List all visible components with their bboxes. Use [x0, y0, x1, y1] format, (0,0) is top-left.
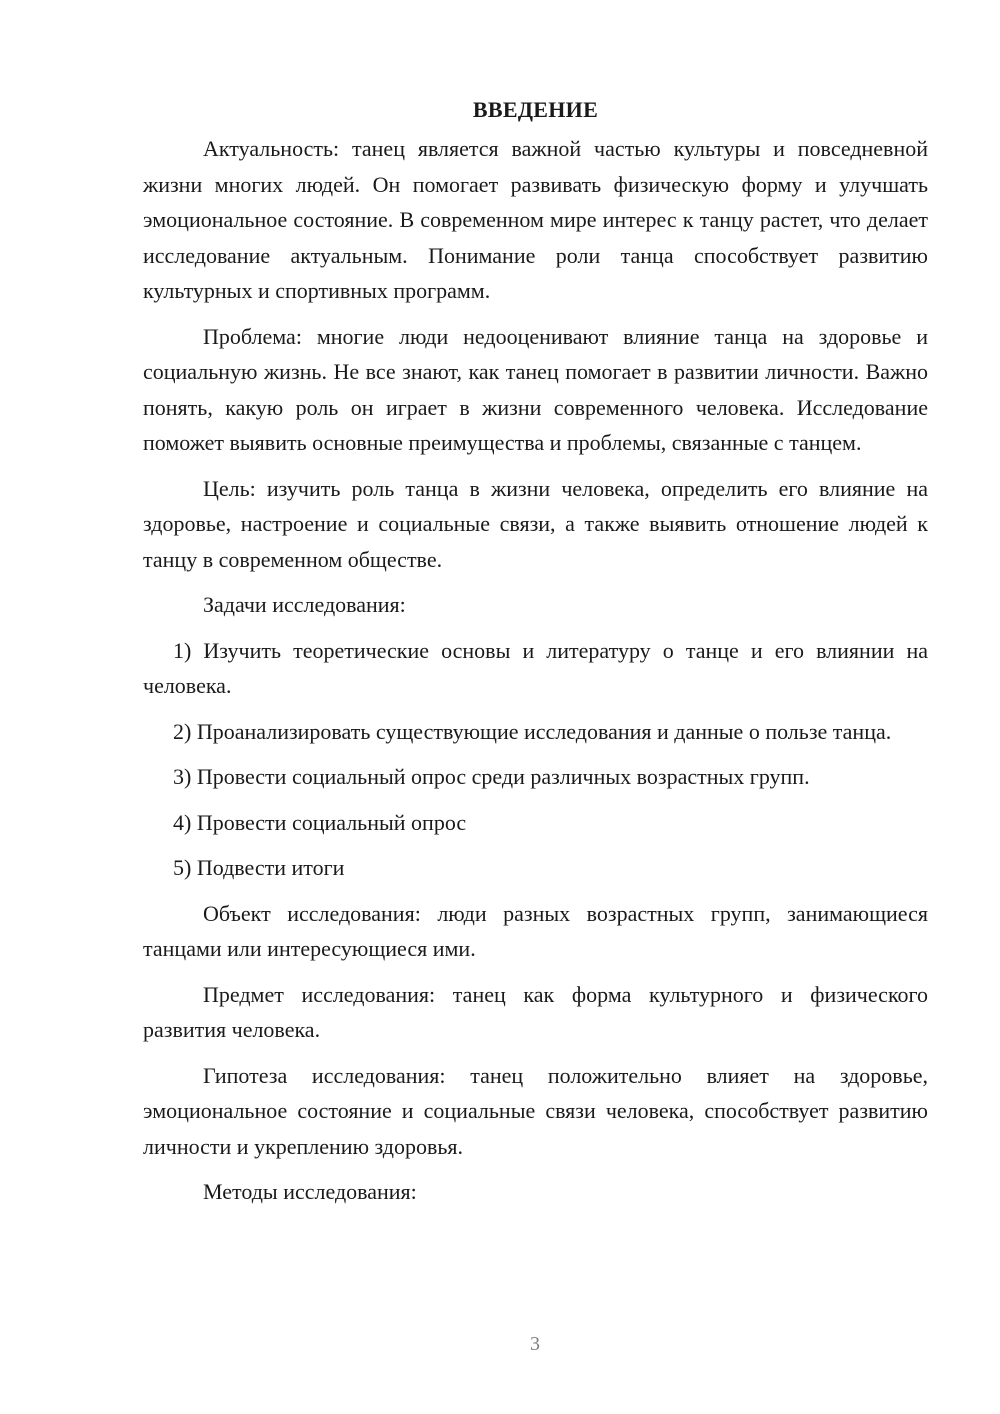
paragraph-relevance: Актуальность: танец является важной частью культуры и повседневной жизни многих людей. Он помогает развивать физическую форму и улучшать эмоциональное состояние. В современном мире интерес к танцу растет, что делает исследование актуальным. Понимание роли танца способствует развитию культурных и спортивных программ. [143, 136, 928, 303]
paragraph-hypothesis: Гипотеза исследования: танец положительно влияет на здоровье, эмоциональное состояние и социальные связи человека, способствует развитию личности и укреплению здоровья. [143, 1062, 928, 1159]
paragraph-goal: Цель: изучить роль танца в жизни человека, определить его влияние на здоровье, настроение и социальные связи, а также выявить отношение людей к танцу в современном обществе. [143, 475, 928, 572]
paragraph-object: Объект исследования: люди разных возрастных групп, занимающиеся танцами или интересующиеся ими. [143, 900, 928, 961]
task-item-2: 2) Проанализировать существующие исследования и данные о пользе танца. [173, 718, 892, 744]
task-item-5: 5) Подвести итоги [173, 855, 345, 880]
paragraph-tasks-heading: Задачи исследования: [203, 592, 406, 617]
task-item-4: 4) Провести социальный опрос [173, 809, 467, 835]
paragraph-problem: Проблема: многие люди недооценивают влияние танца на здоровье и социальную жизнь. Не все знают, как танец помогает в развитии личности. Важно понять, какую роль он играет в жизни современного человека. Исследование поможет выявить основные преимущества и проблемы, связанные с танцем. [143, 323, 928, 455]
task-item-3: 3) Провести социальный опрос среди различных возрастных групп. [173, 764, 810, 789]
paragraph-methods: Методы исследования: [203, 1179, 417, 1204]
task-item-1: 1) Изучить теоретические основы и литературу о танце и его влиянии на человека. [143, 637, 928, 698]
section-title: ВВЕДЕНИЕ [472, 97, 599, 122]
paragraph-subject: Предмет исследования: танец как форма культурного и физического развития человека. [143, 981, 928, 1042]
page-number: 3 [530, 1333, 540, 1355]
document-page [143, 92, 928, 1220]
